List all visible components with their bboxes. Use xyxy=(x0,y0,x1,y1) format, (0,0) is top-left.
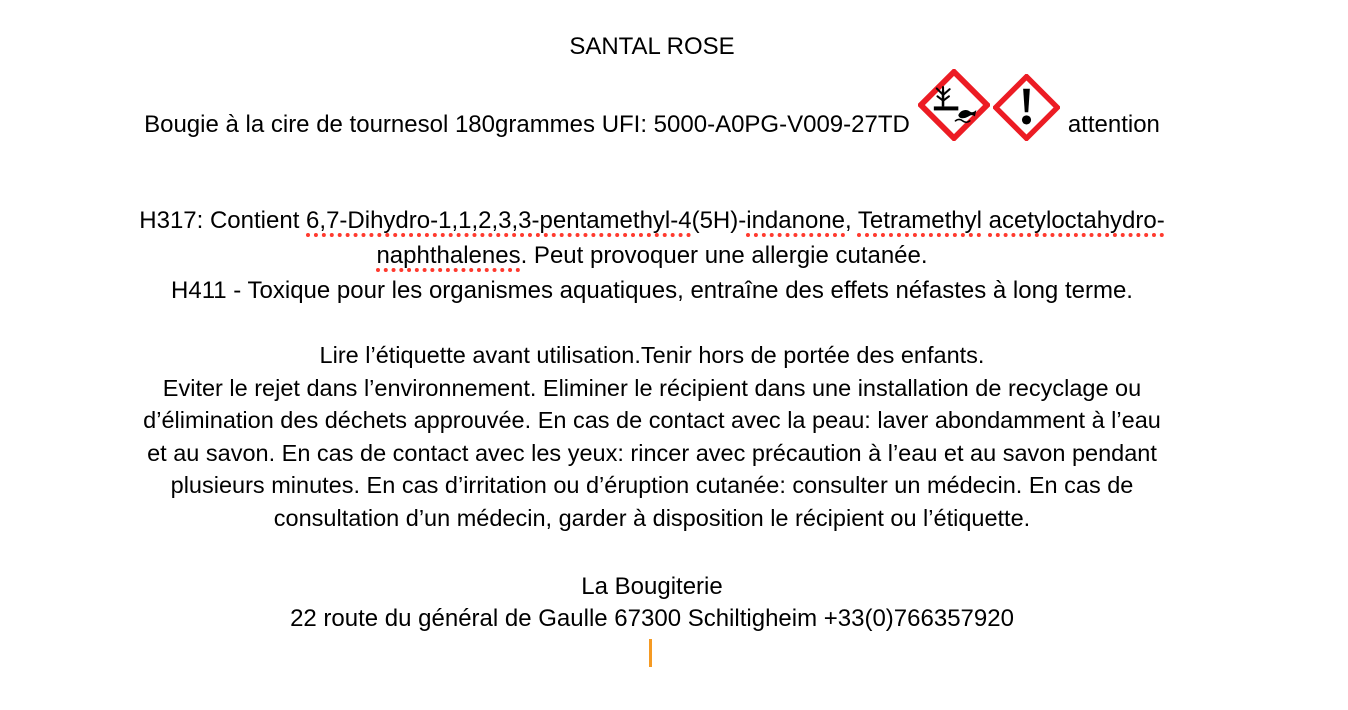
precaution-line: consultation d’un médecin, garder à disposition le récipient ou l’étiquette. xyxy=(273,504,1031,531)
product-description: Bougie à la cire de tournesol 180grammes UFI: 5000-A0PG-V009-27TD xyxy=(144,111,910,138)
text-insertion-cursor xyxy=(649,639,652,667)
h317-text xyxy=(982,207,989,234)
exclamation-mark-icon xyxy=(993,74,1060,141)
h317-text: . Peut provoquer une allergie cutanée. xyxy=(520,242,928,269)
h317-text: H317: Contient xyxy=(139,207,307,234)
h317-text: (5H)- xyxy=(691,207,747,234)
precaution-line: plusieurs minutes. En cas d’irritation ou d’éruption cutanée: consulter un médecin. En cas de xyxy=(170,472,1134,498)
chemical-name-misspelled: 6,7-Dihydro-1,1,2,3,3-pentamethyl-4 xyxy=(306,207,692,234)
hazard-statements xyxy=(0,203,1304,308)
company-name: La Bougiterie xyxy=(581,573,723,600)
product-title: SANTAL ROSE xyxy=(569,33,735,60)
chemical-name-misspelled: Tetramethyl xyxy=(857,207,982,234)
product-line xyxy=(0,69,1304,141)
chemical-name-misspelled: acetyloctahydro- xyxy=(988,207,1165,234)
h411-statement: H411 - Toxique pour les organismes aquatiques, entraîne des effets néfastes à long terme. xyxy=(171,277,1133,304)
supplier-info xyxy=(0,571,1304,635)
precaution-line: et au savon. En cas de contact avec les yeux: rincer avec précaution à l’eau et au savon pendant xyxy=(147,439,1157,466)
h317-statement-line1 xyxy=(0,203,1304,238)
signal-word: attention xyxy=(1067,111,1160,138)
chemical-name-misspelled: indanone xyxy=(746,207,846,234)
precaution-line: d’élimination des déchets approuvée. En cas de contact avec la peau: laver abondamment à l’eau xyxy=(143,407,1161,433)
precaution-line: Lire l’étiquette avant utilisation.Tenir hors de portée des enfants. xyxy=(319,342,985,368)
chemical-name-misspelled: naphthalenes xyxy=(376,242,521,269)
h317-statement-line2 xyxy=(0,238,1304,273)
precaution-line: Eviter le rejet dans l’environnement. Eliminer le récipient dans une installation de recyclage ou xyxy=(162,374,1142,401)
h317-text: , xyxy=(845,207,858,234)
precautionary-statements xyxy=(0,339,1304,534)
company-address: 22 route du général de Gaulle 67300 Schiltigheim +33(0)766357920 xyxy=(290,605,1014,632)
environment-hazard-icon xyxy=(918,69,990,141)
